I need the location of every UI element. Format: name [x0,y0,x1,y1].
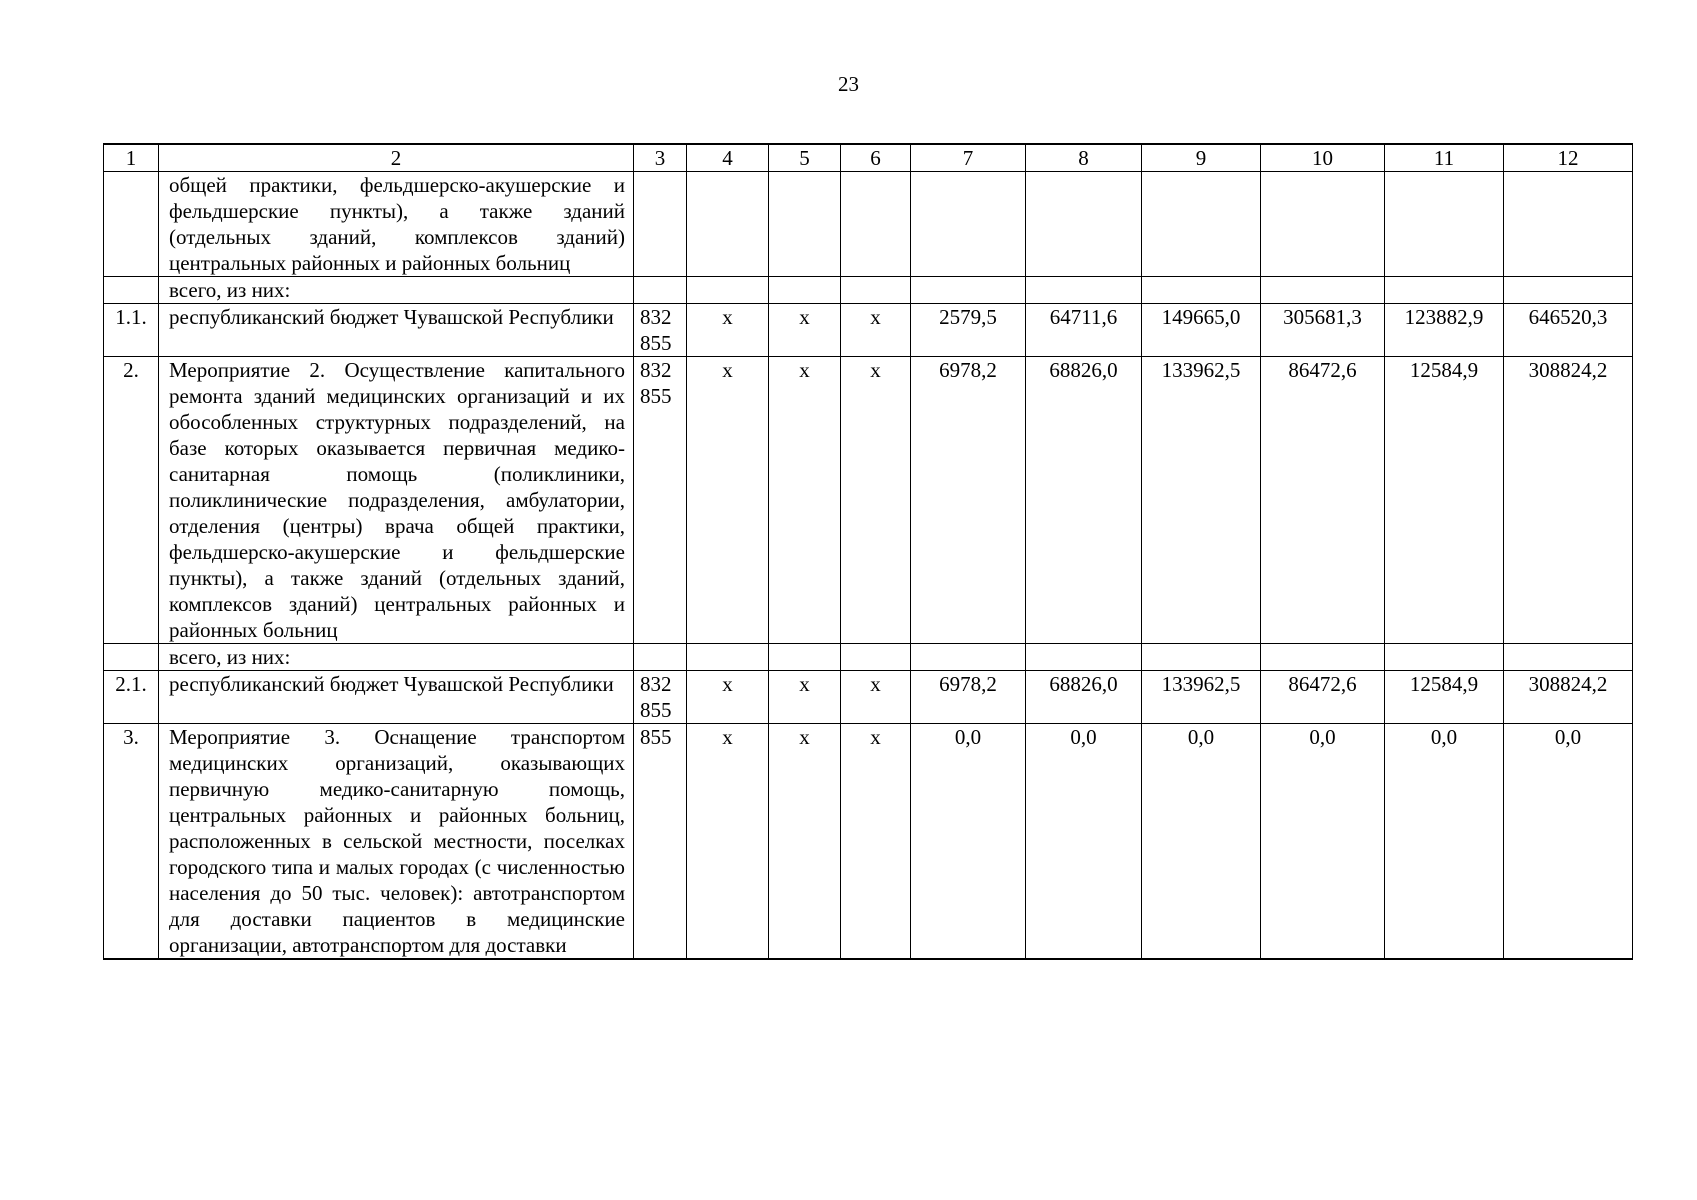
column-header: 11 [1385,144,1504,172]
row-budget-codes [634,172,687,277]
table-row [104,357,1633,644]
cell-col-11-text: 12584,9 [1409,358,1479,382]
cell-col-6 [841,724,911,960]
column-header: 1 [104,144,159,172]
cell-col-8-text: 64711,6 [1049,305,1118,329]
cell-col-8 [1026,644,1142,671]
cell-col-7 [911,277,1026,304]
cell-col-4-text: x [722,358,733,382]
cell-col-9 [1142,671,1261,724]
column-header: 2 [159,144,634,172]
cell-col-5 [769,644,841,671]
cell-col-10-text: 86472,6 [1288,358,1357,382]
table-row [104,304,1633,357]
cell-col-11 [1385,304,1504,357]
cell-col-12-text: 308824,2 [1528,358,1608,382]
row-number [104,172,159,277]
row-number [104,304,159,357]
cell-col-6 [841,172,911,277]
cell-col-9 [1142,172,1261,277]
row-description-text: Мероприятие 2. Осуществление капитального ремонта зданий медицинских организаций и их обособленных структурных подразделений, на базе которых оказывается первичная медико-санитарная помощь (поликлиники, поликлинические подразделения, амбулатории, отделения (центры) врача общей практики, фельдшерско-акушерские и фельдшерские пункты), а также зданий (отдельных зданий, комплексов зданий) центральных районных и районных больниц [169,358,625,642]
column-header: 10 [1261,144,1385,172]
cell-col-10-text: 305681,3 [1283,305,1362,329]
row-description [159,277,634,304]
column-header: 6 [841,144,911,172]
cell-col-4-text: x [722,305,733,329]
column-header: 7 [911,144,1026,172]
cell-col-5 [769,304,841,357]
cell-col-12 [1504,304,1633,357]
cell-col-10 [1261,277,1385,304]
cell-col-11 [1385,172,1504,277]
cell-col-12 [1504,357,1633,644]
row-description [159,724,634,960]
row-budget-codes-text: 832 855 [640,358,672,408]
cell-col-4 [687,671,769,724]
cell-col-7 [911,724,1026,960]
row-budget-codes [634,644,687,671]
cell-col-8 [1026,671,1142,724]
row-number [104,671,159,724]
cell-col-6-text: x [870,358,881,382]
row-number [104,724,159,960]
cell-col-4 [687,172,769,277]
row-description-text: Мероприятие 3. Оснащение транспортом медицинских организаций, оказывающих первичную медико-санитарную помощь, центральных районных и районных больниц, расположенных в сельской местности, поселках городского типа и малых городах (с численностью населения до 50 тыс. человек): автотранспортом для доставки пациентов в медицинские организации, автотранспортом для доставки [169,725,625,957]
cell-col-10 [1261,357,1385,644]
cell-col-4-text: x [722,725,733,749]
cell-col-12-text: 646520,3 [1528,305,1608,329]
cell-col-9 [1142,644,1261,671]
row-budget-codes [634,357,687,644]
row-description [159,671,634,724]
row-description-text: республиканский бюджет Чувашской Республики [169,305,614,329]
page-number: 23 [838,72,859,96]
table-row [104,644,1633,671]
row-budget-codes-text: 855 [640,725,672,749]
row-description [159,304,634,357]
row-budget-codes [634,724,687,960]
cell-col-5-text: x [799,358,810,382]
cell-col-9-text: 0,0 [1187,725,1215,749]
cell-col-12 [1504,644,1633,671]
cell-col-10 [1261,304,1385,357]
cell-col-9-text: 149665,0 [1161,305,1241,329]
cell-col-7-text: 0,0 [954,725,982,749]
cell-col-10 [1261,172,1385,277]
cell-col-6 [841,357,911,644]
table-row [104,724,1633,960]
cell-col-12-text: 308824,2 [1528,672,1608,696]
cell-col-12 [1504,172,1633,277]
row-description [159,357,634,644]
cell-col-5-text: x [799,672,810,696]
row-description-text: республиканский бюджет Чувашской Республики [169,672,614,696]
cell-col-6 [841,304,911,357]
row-number [104,277,159,304]
cell-col-5 [769,277,841,304]
cell-col-8-text: 0,0 [1070,725,1097,749]
cell-col-12-text: 0,0 [1554,725,1582,749]
cell-col-6-text: x [870,305,881,329]
cell-col-11 [1385,671,1504,724]
cell-col-11 [1385,277,1504,304]
row-number-text: 2. [123,358,139,382]
column-header: 4 [687,144,769,172]
cell-col-5 [769,724,841,960]
row-description-text: общей практики, фельдшерско-акушерские и фельдшерские пункты), а также зданий (отдельных зданий, комплексов зданий) центральных районных и районных больниц [169,173,625,275]
cell-col-8 [1026,277,1142,304]
cell-col-8 [1026,304,1142,357]
cell-col-7-text: 6978,2 [939,358,997,382]
cell-col-6 [841,644,911,671]
row-description [159,172,634,277]
table-row [104,671,1633,724]
cell-col-9 [1142,304,1261,357]
cell-col-8 [1026,357,1142,644]
cell-col-9 [1142,277,1261,304]
cell-col-11 [1385,357,1504,644]
cell-col-4 [687,357,769,644]
cell-col-10 [1261,671,1385,724]
row-budget-codes [634,277,687,304]
cell-col-5-text: x [799,725,810,749]
cell-col-11-text: 123882,9 [1404,305,1484,329]
cell-col-6-text: x [870,672,881,696]
cell-col-6-text: x [870,725,881,749]
row-description-text: всего, из них: [169,645,291,669]
cell-col-4 [687,724,769,960]
cell-col-8 [1026,724,1142,960]
cell-col-7 [911,671,1026,724]
cell-col-12 [1504,277,1633,304]
column-header: 9 [1142,144,1261,172]
column-number-header-row [104,144,1633,172]
cell-col-10-text: 0,0 [1309,725,1336,749]
table-row [104,277,1633,304]
cell-col-6 [841,671,911,724]
row-number [104,357,159,644]
cell-col-12 [1504,724,1633,960]
cell-col-4 [687,304,769,357]
row-budget-codes [634,304,687,357]
row-budget-codes [634,671,687,724]
cell-col-12 [1504,671,1633,724]
cell-col-10 [1261,644,1385,671]
row-budget-codes-text: 832 855 [640,305,672,355]
column-header: 8 [1026,144,1142,172]
cell-col-7 [911,172,1026,277]
cell-col-11-text: 12584,9 [1409,672,1479,696]
cell-col-11 [1385,724,1504,960]
budget-table [103,143,1633,960]
row-number [104,644,159,671]
cell-col-10-text: 86472,6 [1288,672,1357,696]
column-header: 12 [1504,144,1633,172]
row-number-text: 1.1. [115,305,147,329]
table-row [104,172,1633,277]
row-description-text: всего, из них: [169,278,291,302]
cell-col-6 [841,277,911,304]
cell-col-7 [911,304,1026,357]
cell-col-5 [769,172,841,277]
row-budget-codes-text: 832 855 [640,672,672,722]
cell-col-11 [1385,644,1504,671]
column-header: 5 [769,144,841,172]
cell-col-5 [769,671,841,724]
cell-col-9-text: 133962,5 [1161,358,1241,382]
cell-col-9-text: 133962,5 [1161,672,1241,696]
cell-col-5 [769,357,841,644]
table-body [104,144,1633,959]
cell-col-5-text: x [799,305,810,329]
cell-col-8-text: 68826,0 [1049,672,1118,696]
row-number-text: 2.1. [115,672,147,696]
cell-col-7 [911,357,1026,644]
cell-col-8-text: 68826,0 [1049,358,1118,382]
cell-col-8 [1026,172,1142,277]
cell-col-11-text: 0,0 [1430,725,1458,749]
cell-col-7 [911,644,1026,671]
cell-col-4 [687,644,769,671]
cell-col-9 [1142,357,1261,644]
cell-col-7-text: 6978,2 [939,672,997,696]
cell-col-4 [687,277,769,304]
cell-col-4-text: x [722,672,733,696]
row-description [159,644,634,671]
column-header: 3 [634,144,687,172]
row-number-text: 3. [123,725,139,749]
cell-col-10 [1261,724,1385,960]
cell-col-7-text: 2579,5 [939,305,997,329]
cell-col-9 [1142,724,1261,960]
